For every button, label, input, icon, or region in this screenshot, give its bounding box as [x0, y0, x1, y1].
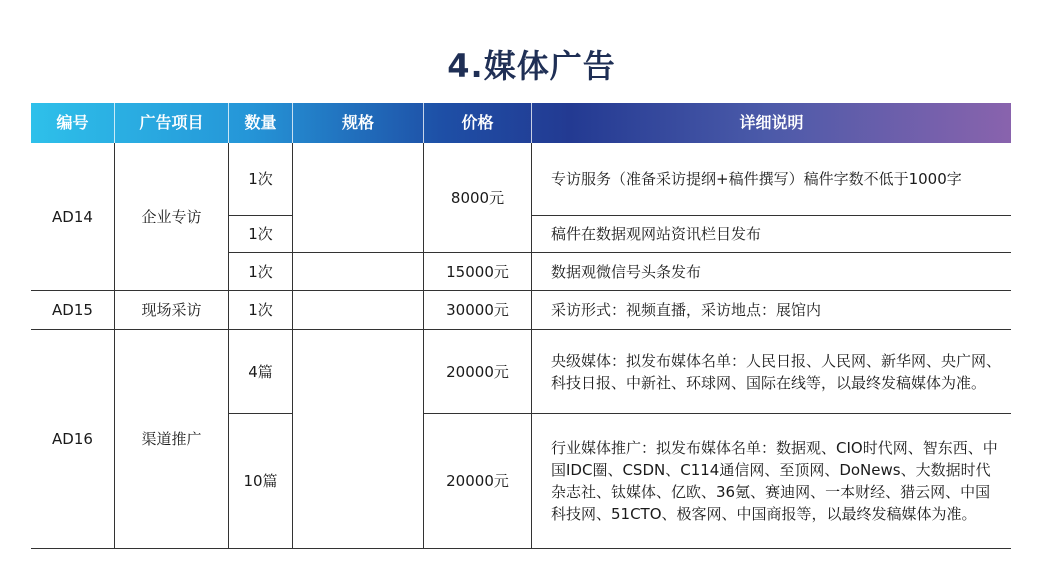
ad16-quantity-1: 4篇	[248, 362, 273, 381]
header-quantity: 数量	[228, 103, 292, 143]
ad14-quantity-3: 1次	[248, 262, 273, 281]
ad15-detail: 采访形式：视频直播，采访地点：展馆内	[551, 301, 822, 319]
table-bottom-border	[31, 548, 1011, 549]
header-spec: 规格	[292, 103, 423, 143]
ad14-quantity-1: 1次	[248, 170, 273, 188]
ad16-code: AD16	[52, 430, 93, 448]
ad16-price-1: 20000元	[446, 362, 509, 381]
ad14-detail-3: 数据观微信号头条发布	[551, 262, 702, 281]
ad14-item: 企业专访	[141, 207, 202, 226]
header-price: 价格	[423, 103, 531, 143]
ad16-detail-1: 央级媒体：拟发布媒体名单：人民日报、人民网、新华网、央广网、科技日报、中新社、环球网、国际在线等，以最终发稿媒体为准。	[551, 351, 1002, 392]
ad14-quantity-2: 1次	[248, 225, 273, 243]
ad15-item: 现场采访	[141, 301, 202, 319]
ad16-item: 渠道推广	[141, 430, 202, 448]
header-detail: 详细说明	[531, 103, 1011, 143]
media-ad-table	[31, 143, 1011, 549]
header-code: 编号	[56, 113, 89, 132]
col-divider	[292, 143, 293, 549]
ad16-price-2: 20000元	[446, 472, 509, 490]
ad15-quantity: 1次	[248, 301, 273, 319]
ad14-code: AD14	[52, 207, 93, 226]
ad16-detail-2: 行业媒体推广：拟发布媒体名单：数据观、CIO时代网、智东西、中国IDC圈、CSDN、C114通信网、至顶网、DoNews、大数据时代杂志社、钛媒体、亿欧、36氪、赛迪网、一本财经、猎云网、中国科技网、51CTO、极客网、中国商报等，以最终发稿媒体为准。	[551, 439, 998, 523]
page-title: 4.媒体广告	[447, 47, 616, 85]
ad14-price-3: 15000元	[446, 262, 509, 281]
header-item: 广告项目	[114, 103, 228, 143]
ad16-quantity-2: 10篇	[243, 472, 278, 490]
ad15-code: AD15	[52, 301, 93, 319]
ad14-detail-2: 稿件在数据观网站资讯栏目发布	[551, 225, 762, 243]
ad15-price: 30000元	[446, 301, 509, 319]
ad14-detail-1: 专访服务（准备采访提纲+稿件撰写）稿件字数不低于1000字	[551, 170, 962, 188]
ad14-price-merged: 8000元	[450, 188, 505, 207]
table-header	[31, 103, 1011, 143]
